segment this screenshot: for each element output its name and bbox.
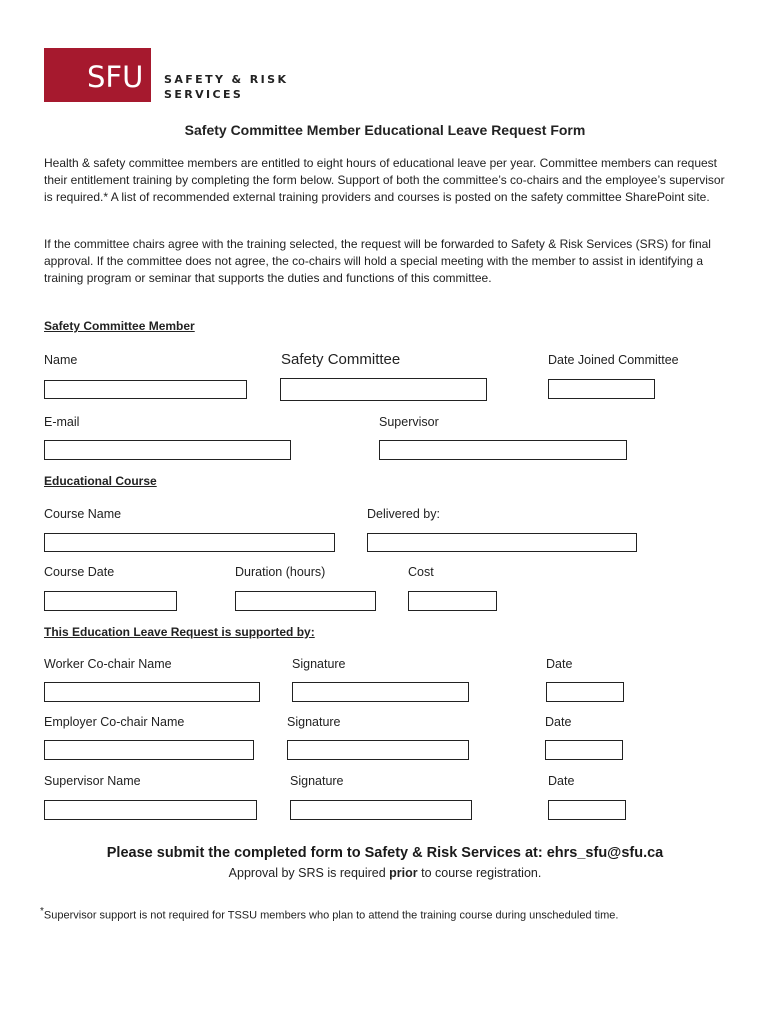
logo-line-2: SERVICES [164,88,244,101]
employer-date-input[interactable] [545,740,623,760]
supervisor-name-label: Supervisor Name [44,774,141,788]
submit-instructions: Please submit the completed form to Safety & Risk Services at: ehrs_sfu@sfu.ca [106,845,664,861]
supervisor-input[interactable] [379,440,627,460]
safety-committee-label: Safety Committee [281,351,401,368]
supervisor-date-input[interactable] [548,800,626,820]
section-heading-member: Safety Committee Member [44,319,195,333]
footnote [40,906,618,922]
duration-input[interactable] [235,591,376,611]
course-date-label: Course Date [44,565,115,579]
approval-note-prior: prior [389,866,418,880]
intro-paragraph-1: Health & safety committee members are entitled to eight hours of educational leave per year. Committee members can request their entitlement training by completing the form below. Support of both the committee’s co-chairs and the employee’s supervisor is required.* A list of recommended external training providers and courses is posted on the safety committee SharePoint site. [44,156,725,204]
employer-date-label: Date [545,715,572,729]
supervisor-date-label: Date [548,774,575,788]
supervisor-signature-input[interactable] [290,800,472,820]
date-joined-label: Date Joined Committee [548,353,679,367]
course-name-label: Course Name [44,507,122,521]
employer-signature-label: Signature [287,715,341,729]
cost-label: Cost [408,565,434,579]
delivered-by-label: Delivered by: [367,507,440,521]
email-input[interactable] [44,440,291,460]
approval-note [0,866,770,880]
intro-paragraph-2: If the committee chairs agree with the training selected, the request will be forwarded to Safety & Risk Services (SRS) for final approval. If the committee does not agree, the co-chairs will hold a special meeting with the member to assist in identifying a training program or seminar that supports the duties and functions of this committee. [44,237,711,285]
employer-signature-input[interactable] [287,740,469,760]
supervisor-label: Supervisor [379,415,439,429]
form-title: Safety Committee Member Educational Leave Request Form [184,122,586,138]
worker-date-label: Date [546,657,573,671]
supervisor-name-input[interactable] [44,800,257,820]
email-label: E-mail [44,415,80,429]
course-name-input[interactable] [44,533,335,552]
safety-committee-input[interactable] [280,378,487,401]
employer-co-chair-name-input[interactable] [44,740,254,760]
worker-co-chair-label: Worker Co-chair Name [44,657,172,671]
employer-co-chair-label: Employer Co-chair Name [44,715,185,729]
delivered-by-input[interactable] [367,533,637,552]
worker-date-input[interactable] [546,682,624,702]
name-input[interactable] [44,380,247,399]
sfu-logo [44,48,151,102]
sfu-logo-mark: SFU [87,60,144,94]
date-joined-input[interactable] [548,379,655,399]
footnote-text: Supervisor support is not required for TSSU members who plan to attend the training course during unscheduled time. [43,909,619,922]
supervisor-signature-label: Signature [290,774,344,788]
logo-line-1: SAFETY & RISK [164,73,289,86]
section-heading-course: Educational Course [44,474,157,488]
worker-signature-label: Signature [292,657,346,671]
cost-input[interactable] [408,591,497,611]
name-label: Name [44,353,78,367]
section-heading-support: This Education Leave Request is supported by: [44,625,315,639]
worker-signature-input[interactable] [292,682,469,702]
logo-wordmark [164,72,288,102]
approval-note-pre: Approval by SRS is required [228,866,390,880]
approval-note-post: to course registration. [417,866,542,880]
worker-co-chair-name-input[interactable] [44,682,260,702]
course-date-input[interactable] [44,591,177,611]
footnote-mark: * [40,906,44,917]
duration-label: Duration (hours) [235,565,326,579]
